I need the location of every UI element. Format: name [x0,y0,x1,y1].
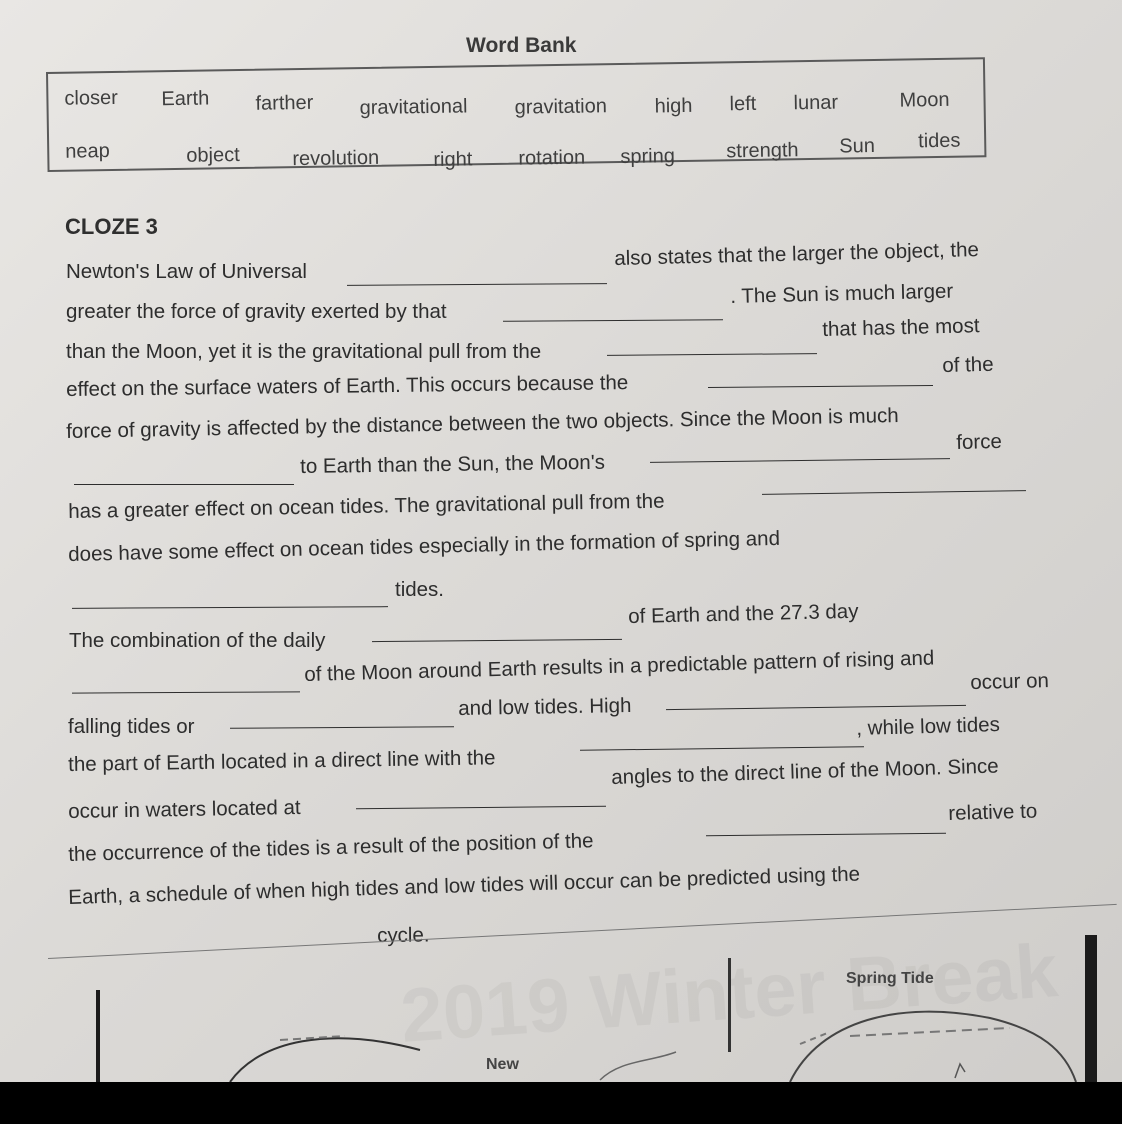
word-bank-word: revolution [292,146,380,171]
cloze-text: tides. [395,578,444,601]
answer-blank[interactable] [230,726,454,729]
word-bank-word: Moon [899,88,950,112]
answer-blank[interactable] [372,639,622,642]
cloze-text: force [956,429,1003,454]
diagram-label-spring-tide: Spring Tide [846,970,934,987]
answer-blank[interactable] [708,385,933,388]
cloze-text: does have some effect on ocean tides especially in the formation of spring and [68,526,781,566]
word-bank-word: farther [255,91,314,115]
cloze-text: of Earth and the 27.3 day [628,599,859,628]
word-bank-word: Earth [161,87,210,111]
cloze-text: . The Sun is much larger [730,279,954,308]
word-bank-word: neap [65,140,110,163]
cloze-text: angles to the direct line of the Moon. Since [611,754,999,789]
cloze-text: that has the most [822,314,980,341]
word-bank-word: spring [620,145,676,168]
cloze-text: cycle. [377,923,430,947]
word-bank-word: closer [64,86,118,110]
word-bank-word: Sun [839,134,876,158]
answer-blank[interactable] [580,746,864,750]
cloze-text: the part of Earth located in a direct line with the [68,746,496,776]
answer-blank[interactable] [356,806,606,810]
cloze-text: of the [942,352,994,377]
answer-blank[interactable] [762,490,1026,495]
cloze-text: The combination of the daily [69,629,326,652]
cloze-text: Newton's Law of Universal [66,260,307,283]
word-bank-word: right [433,148,473,171]
cloze-text: than the Moon, yet it is the gravitational pull from the [66,340,542,363]
cloze-text: relative to [948,799,1038,825]
cloze-text: falling tides or [68,715,195,738]
cloze-text: has a greater effect on ocean tides. The gravitational pull from the [68,489,665,523]
answer-blank[interactable] [503,319,723,322]
answer-blank[interactable] [72,691,300,693]
answer-blank[interactable] [72,606,388,609]
cloze-text: occur in waters located at [68,795,301,823]
answer-blank[interactable] [74,484,294,485]
word-bank-box [46,57,986,172]
word-bank-word: lunar [793,91,839,115]
word-bank-word: object [186,143,240,167]
diagram-label-new: New [486,1056,519,1073]
word-bank-word: left [729,92,757,116]
word-bank-word: gravitational [359,95,468,120]
answer-blank[interactable] [650,458,950,463]
word-bank-title: Word Bank [466,34,577,57]
answer-blank[interactable] [607,353,817,356]
cloze-text: greater the force of gravity exerted by that [66,300,447,323]
cloze-text: occur on [970,669,1050,694]
cloze-text: effect on the surface waters of Earth. This occurs because the [66,371,629,401]
word-bank-word: tides [918,129,961,153]
cloze-text: force of gravity is affected by the distance between the two objects. Since the Moon is much [66,404,899,443]
answer-blank[interactable] [347,283,607,286]
cloze-text: the occurrence of the tides is a result of the position of the [68,829,594,866]
cloze-text: and low tides. High [458,693,632,720]
answer-blank[interactable] [706,833,946,837]
tide-diagram-sketch [0,960,1122,1082]
word-bank-word: rotation [518,146,586,170]
word-bank-word: strength [726,139,799,163]
cloze-text: of the Moon around Earth results in a predictable pattern of rising and [304,646,935,686]
answer-blank[interactable] [666,705,966,710]
cloze-heading: CLOZE 3 [65,214,158,239]
word-bank-word: gravitation [514,95,608,119]
cloze-text: Earth, a schedule of when high tides and low tides will occur can be predicted using the [68,862,861,909]
cloze-text: , while low tides [856,712,1001,740]
photo-bottom-edge [0,1082,1122,1124]
cloze-text: also states that the larger the object, the [614,238,980,270]
cloze-text: to Earth than the Sun, the Moon's [300,450,606,478]
word-bank-word: high [654,94,693,118]
